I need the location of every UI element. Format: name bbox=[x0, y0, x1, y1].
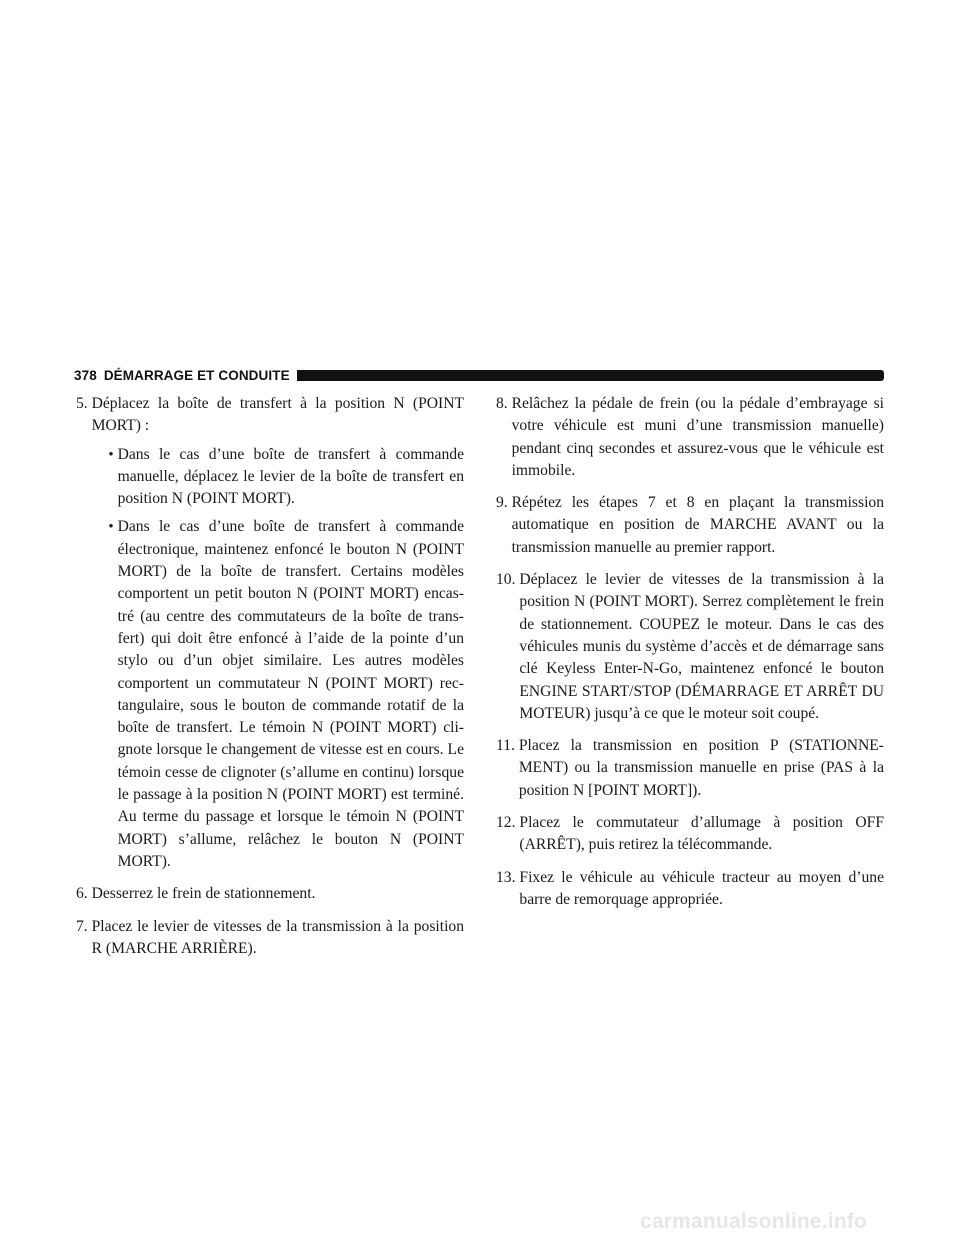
step-number: 11. bbox=[496, 737, 519, 755]
step-text: Placez le commutateur d’allumage à position OFF (ARRÊT), puis retirez la télécommande. bbox=[519, 814, 884, 854]
left-column bbox=[76, 393, 464, 970]
step-10 bbox=[496, 569, 884, 725]
step-text: Répétez les étapes 7 et 8 en plaçant la transmission automatique en position de MARCHE AVANT ou la transmission manuelle au premier rapport. bbox=[511, 494, 884, 556]
header-rule bbox=[297, 370, 884, 381]
step-text: Placez le levier de vitesses de la transmission à la position R (MARCHE ARRIÈRE). bbox=[91, 917, 464, 957]
section-title: DÉMARRAGE ET CONDUITE bbox=[103, 367, 290, 383]
bullet-text: Dans le cas d’une boîte de transfert à commande manuelle, déplacez le levier de la boîte de transfert en position N (POINT MORT). bbox=[117, 445, 464, 508]
step-11 bbox=[496, 735, 884, 802]
step-text: Fixez le véhicule au véhicule tracteur au moyen d’une barre de remorquage appropriée. bbox=[519, 868, 884, 908]
step-number: 13. bbox=[496, 868, 520, 886]
step-number: 12. bbox=[496, 814, 520, 832]
step-text: Placez la transmission en position P (STATIONNEMENT) ou la transmission manuelle en prise (PAS à la position N [POINT MORT]). bbox=[518, 737, 884, 799]
watermark: carmanualsonline.info bbox=[640, 1210, 868, 1233]
step-number: 5. bbox=[76, 395, 92, 412]
step-7 bbox=[76, 916, 464, 961]
step-number: 7. bbox=[76, 917, 92, 935]
page-header bbox=[74, 367, 884, 383]
step-9 bbox=[496, 492, 884, 559]
bullet-item bbox=[92, 516, 464, 873]
bullet-text: Dans le cas d’une boîte de transfert à commande électronique, maintenez enfoncé le bouton N (POINT MORT) de la boîte de transfert. Certains modèles comportent un petit bouton N (POINT MORT) encastré (au centre des commutateurs de la boîte de transfert) qui doit être enfoncé à l’aide de la pointe d’un stylo ou d’un objet similaire. Les autres modèles comportent un commutateur N (POINT MORT) rectangulaire, sous le bouton de commande rotatif de la boîte de transfert. Le témoin N (POINT MORT) clignote lorsque le changement de vitesse est en cours. Le témoin cesse de clignoter (s’allume en continu) lorsque le passage à la position N (POINT MORT) est terminé. Au terme du passage et lorsque le témoin N (POINT MORT) s’allume, relâchez le bouton N (POINT MORT). bbox=[117, 518, 464, 870]
step-text: Déplacez le levier de vitesses de la transmission à la position N (POINT MORT). Serrez complètement le frein de stationnement. COUPEZ le moteur. Dans le cas des véhicules munis du système d’accès et de démarrage sans clé Keyless Enter-N-Go, maintenez enfoncé le bouton ENGINE START/STOP (DÉMARRAGE ET ARRÊT DU MOTEUR) jusqu’à ce que le moteur soit coupé. bbox=[519, 571, 884, 722]
step-text: Relâchez la pédale de frein (ou la pédale d’embrayage si votre véhicule est muni d’une transmission manuelle) pendant cinq secondes et assurez-vous que le véhicule est immobile. bbox=[511, 395, 884, 479]
step-12 bbox=[496, 812, 884, 857]
step-13 bbox=[496, 867, 884, 912]
step-number: 8. bbox=[496, 395, 512, 412]
step-number: 10. bbox=[496, 571, 520, 589]
step-text: Déplacez la boîte de transfert à la position N (POINT MORT) : bbox=[91, 395, 464, 435]
right-column bbox=[496, 393, 884, 921]
step-8 bbox=[496, 393, 884, 482]
bullet-item bbox=[92, 444, 464, 511]
step-number: 9. bbox=[496, 494, 512, 512]
bullet-icon: • bbox=[108, 519, 114, 536]
step-5 bbox=[76, 393, 464, 873]
step-number: 6. bbox=[76, 885, 92, 903]
step-6 bbox=[76, 883, 464, 905]
page-number: 378 bbox=[74, 367, 97, 383]
bullet-icon: • bbox=[108, 446, 114, 463]
step-text: Desserrez le frein de stationnement. bbox=[91, 885, 316, 903]
